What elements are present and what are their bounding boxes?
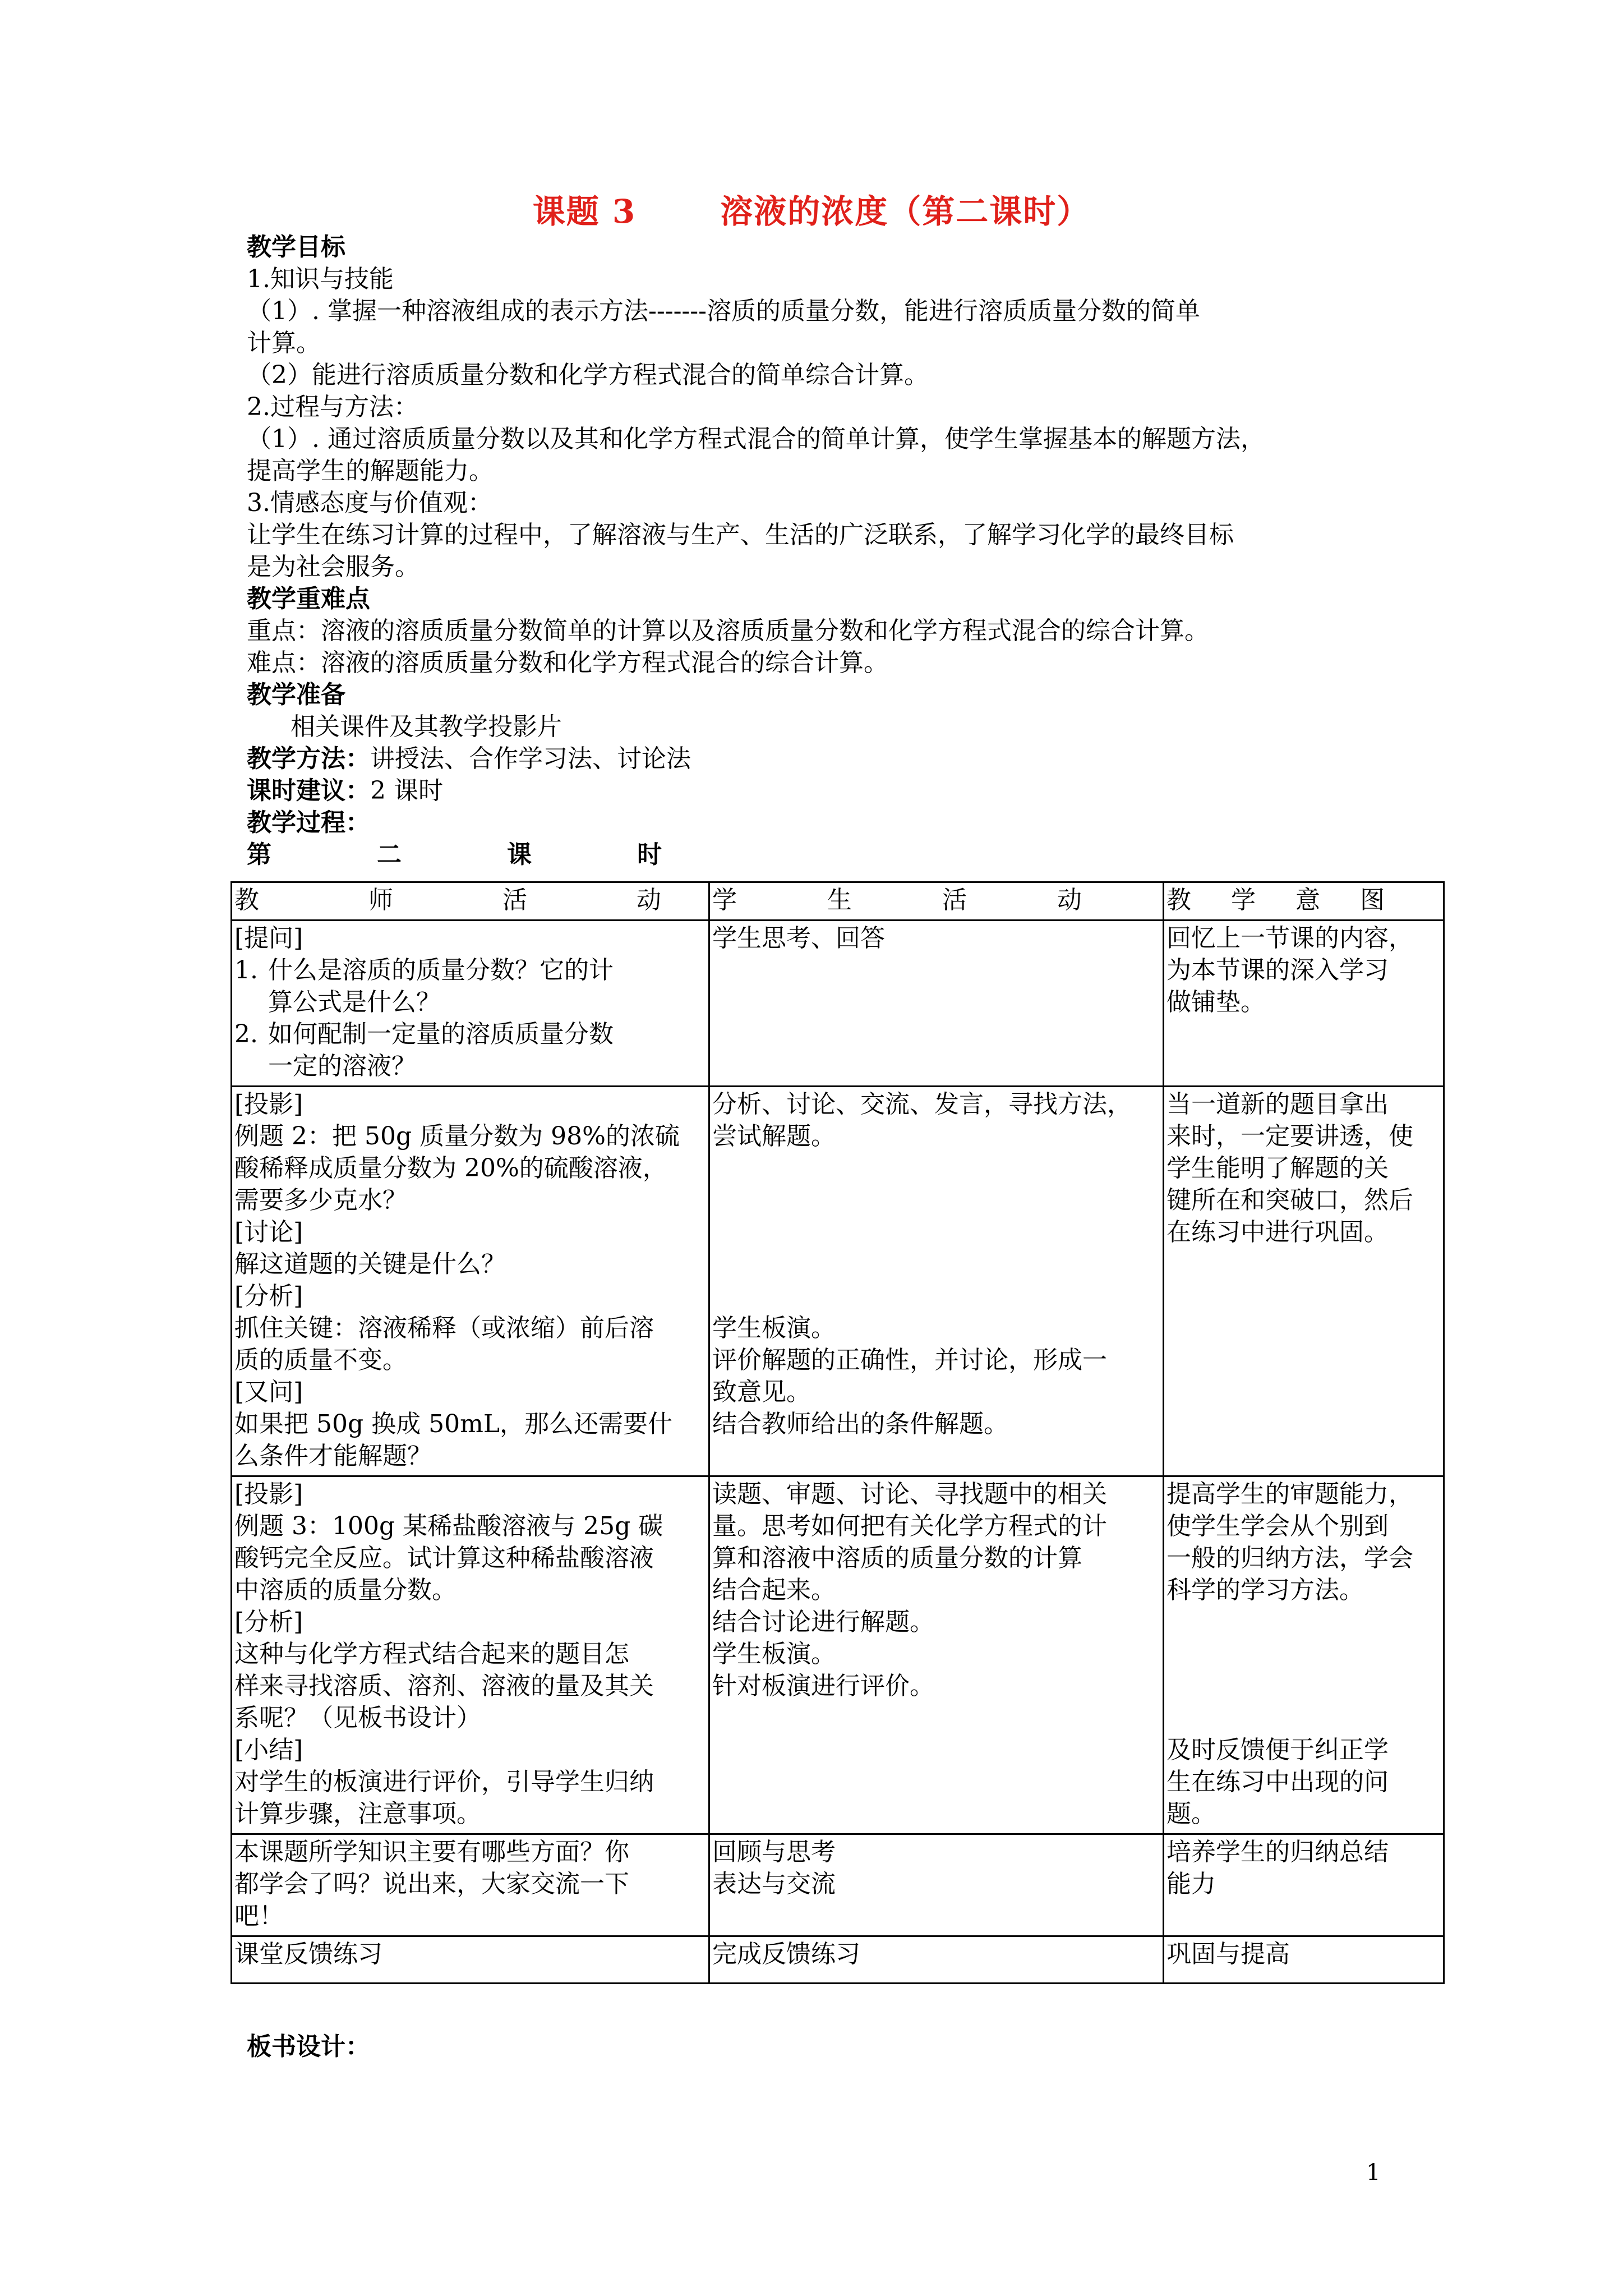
key-difficulty: 难点：溶液的溶质质量分数和化学方程式混合的综合计算。 [247, 648, 888, 677]
cell-line: 在练习中进行巩固。 [1166, 1218, 1389, 1246]
lesson-char: 时 [637, 840, 662, 869]
cell-line: 课堂反馈练习 [234, 1940, 382, 1968]
cell-line: 结合教师给出的条件解题。 [712, 1410, 1008, 1438]
cell-line: 质的质量不变。 [234, 1346, 407, 1374]
table-row [232, 1834, 1444, 1936]
title-name: 溶液的浓度（第二课时） [720, 192, 1091, 231]
cell-line: 例题 3：100g 某稀盐酸溶液与 25g 碳 [234, 1512, 663, 1540]
cell-line: 生在练习中出现的问 [1166, 1768, 1389, 1796]
lesson-char: 第 [247, 840, 271, 869]
cell-line: 酸稀释成质量分数为 20%的硫酸溶液， [234, 1154, 667, 1182]
method-label: 教学方法： [247, 744, 370, 773]
table-header-row [232, 882, 1444, 921]
lesson-char: 二 [377, 840, 402, 869]
key-points-heading: 教学重难点 [247, 585, 370, 613]
cell-line: 学生能明了解题的关 [1166, 1154, 1389, 1182]
cell-line: 学生思考、回答 [712, 924, 885, 953]
header-char: 教 [234, 886, 259, 914]
intent-cell [1164, 921, 1444, 1087]
process-item-1a: （1）. 通过溶质质量分数以及其和化学方程式混合的简单计算，使学生掌握基本的解题方法， [247, 425, 1265, 453]
cell-line: 量。思考如何把有关化学方程式的计 [712, 1512, 1107, 1540]
cell-line: 酸钙完全反应。试计算这种稀盐酸溶液 [234, 1544, 654, 1572]
prep-heading: 教学准备 [247, 680, 345, 709]
cell-line: 一定的溶液？ [268, 1052, 416, 1080]
objectives-heading: 教学目标 [247, 233, 345, 261]
cell-line: 巩固与提高 [1166, 1940, 1290, 1968]
student-cell [709, 1087, 1164, 1476]
cell-line: 算和溶液中溶质的质量分数的计算 [712, 1544, 1082, 1572]
cell-line: 学生板演。 [712, 1640, 836, 1668]
cell-line: 本课题所学知识主要有哪些方面？你 [234, 1838, 629, 1866]
cell-line: 需要多少克水？ [234, 1186, 407, 1214]
student-cell [709, 1476, 1164, 1834]
item-number: 2. [234, 1020, 258, 1048]
emotion-item-1b: 是为社会服务。 [247, 553, 419, 581]
cell-line: 做铺垫。 [1166, 988, 1265, 1016]
cell-line: 抓住关键：溶液稀释（或浓缩）前后溶 [234, 1314, 654, 1342]
cell-line: 科学的学习方法。 [1166, 1576, 1364, 1604]
cell-line: 计算步骤，注意事项。 [234, 1800, 481, 1828]
cell-line: 学生板演。 [712, 1314, 836, 1342]
cell-line: 评价解题的正确性，并讨论，形成一 [712, 1346, 1107, 1374]
cell-line: 致意见。 [712, 1378, 811, 1406]
cell-line: 一般的归纳方法，学会 [1166, 1544, 1413, 1572]
cell-line: 尝试解题。 [712, 1122, 836, 1151]
numbered-item [234, 1018, 706, 1050]
cell-line: 为本节课的深入学习 [1166, 956, 1389, 984]
method-content: 讲授法、合作学习法、讨论法 [370, 744, 691, 773]
process-title: 2.过程与方法： [247, 393, 418, 421]
cell-line: 能力 [1166, 1870, 1216, 1898]
hours-label: 课时建议： [247, 776, 370, 805]
cell-line: 算公式是什么？ [268, 988, 441, 1016]
cell-line: 及时反馈便于纠正学 [1166, 1736, 1389, 1764]
cell-line: 表达与交流 [712, 1870, 836, 1898]
cell-line: 回忆上一节课的内容， [1166, 924, 1413, 953]
cell-line: [投影] [234, 1480, 303, 1508]
table-row [232, 921, 1444, 1087]
cell-line: 中溶质的质量分数。 [234, 1576, 457, 1604]
cell-line: 样来寻找溶质、溶剂、溶液的量及其关 [234, 1672, 654, 1700]
header-char: 动 [1057, 886, 1082, 914]
cell-line: 使学生学会从个别到 [1166, 1512, 1389, 1540]
teacher-cell [232, 1476, 709, 1834]
teacher-cell [232, 1834, 709, 1936]
cell-line: [讨论] [234, 1218, 303, 1246]
student-cell [709, 1936, 1164, 1984]
cell-line: 培养学生的归纳总结 [1166, 1838, 1389, 1866]
hours-content: 2 课时 [370, 776, 443, 805]
cell-line: 这种与化学方程式结合起来的题目怎 [234, 1640, 629, 1668]
cell-line: 什么是溶质的质量分数？它的计 [268, 956, 614, 984]
header-char: 师 [368, 886, 393, 914]
cell-line: 吧！ [234, 1902, 284, 1930]
item-number: 1. [234, 956, 258, 984]
cell-line: 如果把 50g 换成 50mL，那么还需要什 [234, 1410, 673, 1438]
header-char: 动 [637, 886, 661, 914]
header-char: 生 [827, 886, 852, 914]
header-char: 学 [712, 886, 737, 914]
cell-line: 如何配制一定量的溶质质量分数 [268, 1020, 614, 1048]
intent-cell [1164, 1087, 1444, 1476]
teacher-cell [232, 1936, 709, 1984]
lesson-char: 课 [507, 840, 532, 869]
table-row [232, 1087, 1444, 1476]
title-topic: 课题 3 [532, 192, 637, 231]
cell-line: 题。 [1166, 1800, 1216, 1828]
intent-cell [1164, 1936, 1444, 1984]
cell-line: 结合讨论进行解题。 [712, 1608, 934, 1636]
numbered-item [234, 954, 706, 986]
cell-line: 解这道题的关键是什么？ [234, 1250, 506, 1278]
cell-line: 来时，一定要讲透，使 [1166, 1122, 1413, 1151]
header-char: 图 [1360, 886, 1385, 914]
process-heading: 教学过程： [247, 808, 370, 837]
prep-content: 相关课件及其教学投影片 [291, 712, 562, 741]
header-intent [1164, 882, 1444, 921]
table-row [232, 1936, 1444, 1984]
page-number: 1 [1366, 2160, 1381, 2185]
hours-line [247, 775, 1430, 807]
knowledge-item-1a: （1）. 掌握一种溶液组成的表示方法-------溶质的质量分数，能进行溶质质量分数的简单 [247, 297, 1201, 325]
teacher-cell [232, 1087, 709, 1476]
cell-line: 么条件才能解题？ [234, 1442, 432, 1470]
cell-line: [又问] [234, 1378, 303, 1406]
cell-line: 针对板演进行评价。 [712, 1672, 934, 1700]
cell-line: 当一道新的题目拿出 [1166, 1090, 1389, 1119]
header-char: 意 [1295, 886, 1320, 914]
header-char: 活 [942, 886, 967, 914]
cell-line: [分析] [234, 1608, 303, 1636]
cell-line: 键所在和突破口，然后 [1166, 1186, 1413, 1214]
key-focus: 重点：溶液的溶质质量分数简单的计算以及溶质质量分数和化学方程式混合的综合计算。 [247, 616, 1209, 645]
cell-line: 分析、讨论、交流、发言，寻找方法， [712, 1090, 1132, 1119]
table-row [232, 1476, 1444, 1834]
cell-line: 都学会了吗？说出来，大家交流一下 [234, 1870, 629, 1898]
cell-line: [小结] [234, 1736, 303, 1764]
page-title [0, 185, 1623, 232]
cell-line: 回顾与思考 [712, 1838, 836, 1866]
knowledge-item-1b: 计算。 [247, 329, 321, 357]
emotion-title: 3.情感态度与价值观： [247, 489, 492, 517]
lesson-label [247, 839, 662, 871]
cell-line: 例题 2：把 50g 质量分数为 98%的浓硫 [234, 1122, 680, 1151]
intent-cell [1164, 1476, 1444, 1834]
header-student [709, 882, 1164, 921]
cell-line: 对学生的板演进行评价，引导学生归纳 [234, 1768, 654, 1796]
student-cell [709, 921, 1164, 1087]
header-char: 教 [1166, 886, 1191, 914]
header-char: 活 [502, 886, 527, 914]
knowledge-title: 1.知识与技能 [247, 265, 394, 293]
lesson-plan-table [230, 881, 1445, 1984]
student-cell [709, 1834, 1164, 1936]
cell-line: [投影] [234, 1090, 303, 1119]
cell-line: 读题、审题、讨论、寻找题中的相关 [712, 1480, 1107, 1508]
cell-line: 结合起来。 [712, 1576, 836, 1604]
document-body [247, 231, 1430, 871]
cell-line: 完成反馈练习 [712, 1940, 860, 1968]
knowledge-item-2: （2）能进行溶质质量分数和化学方程式混合的简单综合计算。 [247, 361, 929, 389]
header-teacher [232, 882, 709, 921]
emotion-item-1a: 让学生在练习计算的过程中，了解溶液与生产、生活的广泛联系，了解学习化学的最终目标 [247, 521, 1234, 549]
cell-line: 系呢？（见板书设计） [234, 1704, 481, 1732]
cell-line: 提高学生的审题能力， [1166, 1480, 1413, 1508]
board-design-heading: 板书设计： [247, 2032, 370, 2061]
method-line [247, 743, 1430, 775]
teacher-cell [232, 921, 709, 1087]
header-char: 学 [1231, 886, 1256, 914]
intent-cell [1164, 1834, 1444, 1936]
cell-line: [分析] [234, 1282, 303, 1310]
cell-line: [提问] [234, 924, 303, 953]
process-item-1b: 提高学生的解题能力。 [247, 457, 494, 485]
